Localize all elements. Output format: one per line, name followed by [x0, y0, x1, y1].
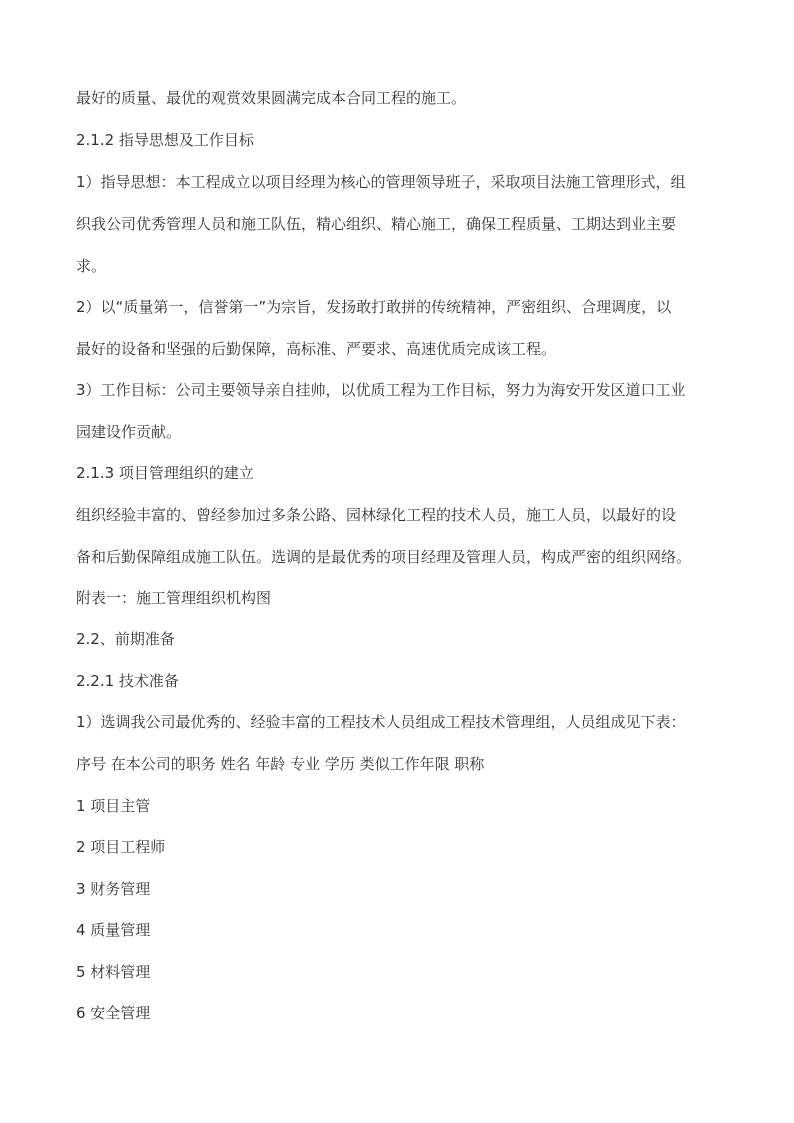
- section-heading: 2.2.1 技术准备: [76, 672, 179, 690]
- table-header-line: 序号 在本公司的职务 姓名 年龄 专业 学历 类似工作年限 职称: [76, 755, 485, 773]
- list-item: 1 项目主管: [76, 797, 151, 815]
- text-line: 1）选调我公司最优秀的、经验丰富的工程技术人员组成工程技术管理组，人员组成见下表：: [76, 713, 686, 731]
- text-line: 2）以“质量第一，信誉第一”为宗旨，发扬敢打敢拼的传统精神，严密组织、合理调度，以: [76, 298, 672, 316]
- text-line: 备和后勤保障组成施工队伍。选调的是最优秀的项目经理及管理人员，构成严密的组织网络。: [76, 548, 692, 566]
- text-line: 求。: [76, 257, 107, 275]
- section-heading: 2.2、前期准备: [76, 630, 175, 648]
- text-line: 组织经验丰富的、曾经参加过多条公路、园林绿化工程的技术人员，施工人员，以最好的设: [76, 506, 677, 524]
- text-line: 最好的设备和坚强的后勤保障，高标准、严要求、高速优质完成该工程。: [76, 340, 557, 358]
- text-line: 3）工作目标：公司主要领导亲自挂帅，以优质工程为工作目标，努力为海安开发区道口工业: [76, 381, 686, 399]
- text-line: 附表一：施工管理组织机构图: [76, 589, 272, 607]
- list-item: 4 质量管理: [76, 921, 151, 939]
- list-item: 2 项目工程师: [76, 838, 166, 856]
- text-line: 织我公司优秀管理人员和施工队伍，精心组织、精心施工，确保工程质量、工期达到业主要: [76, 215, 677, 233]
- text-line: 园建设作贡献。: [76, 423, 182, 441]
- text-line: 最好的质量、最优的观赏效果圆满完成本合同工程的施工。: [76, 89, 467, 107]
- section-heading: 2.1.2 指导思想及工作目标: [76, 131, 254, 149]
- text-line: 1）指导思想：本工程成立以项目经理为核心的管理领导班子，采取项目法施工管理形式，组: [76, 173, 686, 191]
- section-heading: 2.1.3 项目管理组织的建立: [76, 464, 254, 482]
- list-item: 6 安全管理: [76, 1004, 151, 1022]
- list-item: 5 材料管理: [76, 963, 151, 981]
- list-item: 3 财务管理: [76, 880, 151, 898]
